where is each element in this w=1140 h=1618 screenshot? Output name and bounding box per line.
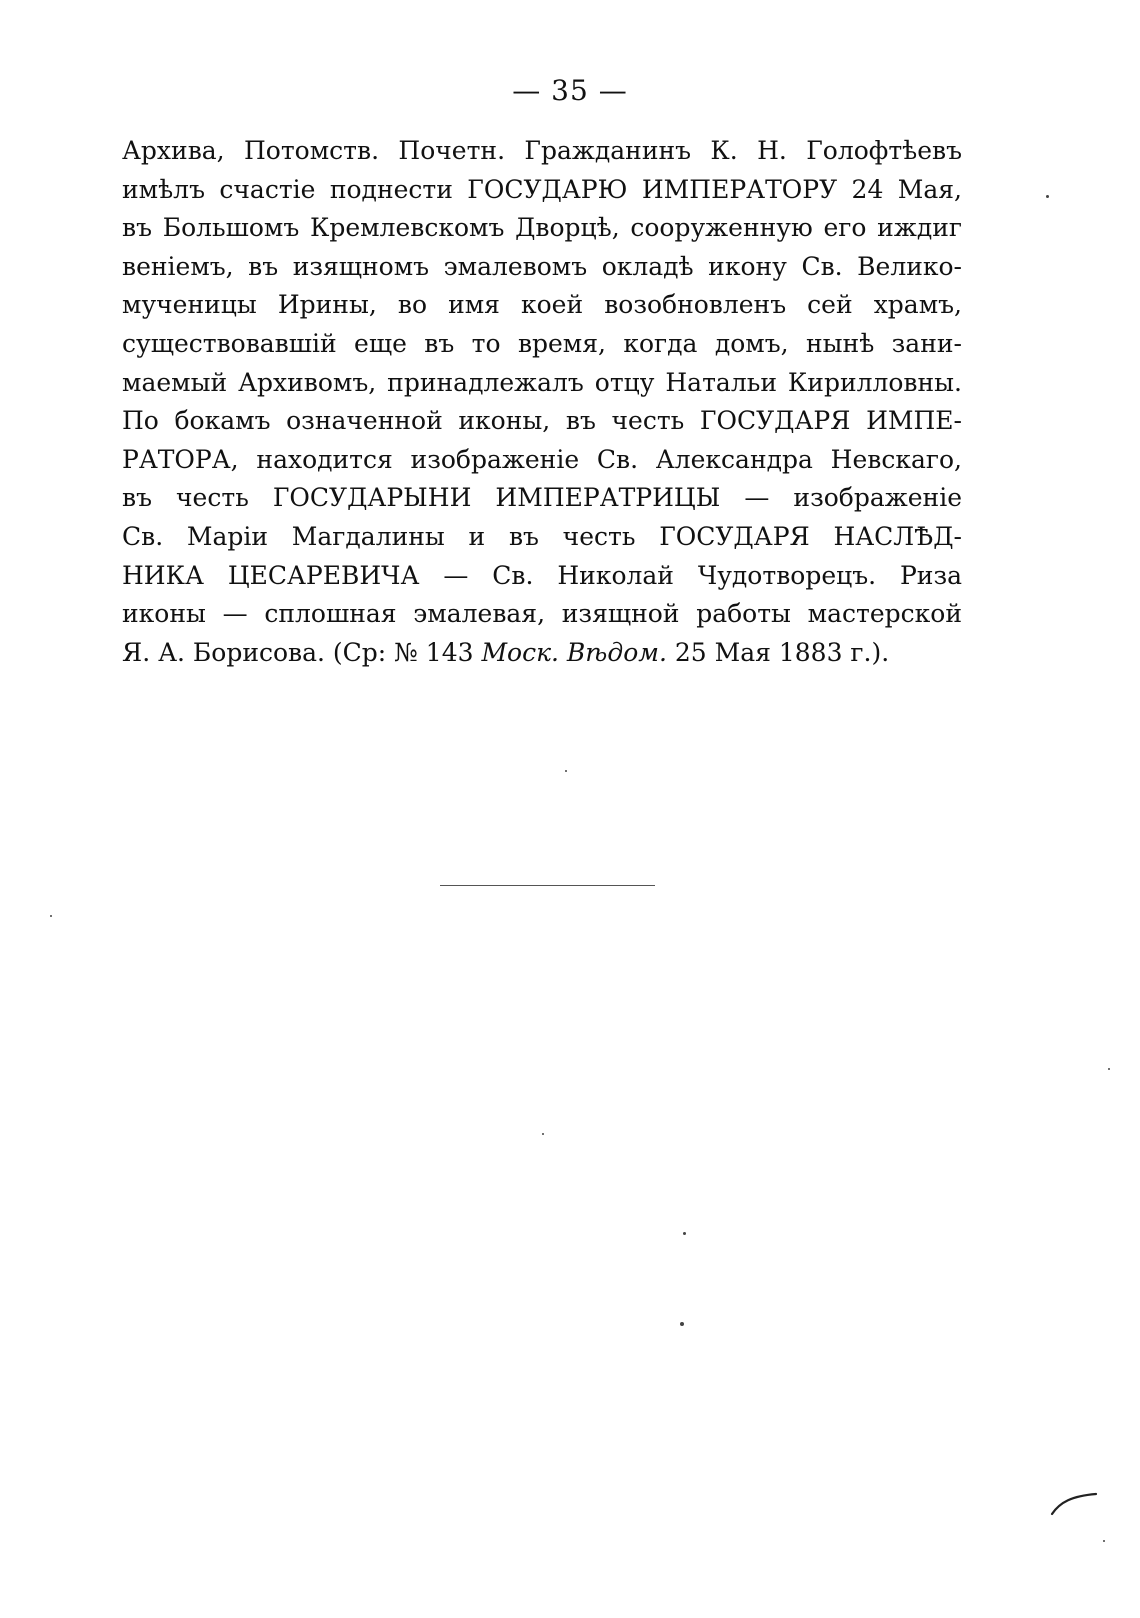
text-line-last bbox=[122, 634, 962, 673]
text-line: въ Большомъ Кремлевскомъ Дворцѣ, сооруженную его иждиг bbox=[122, 213, 962, 243]
body-text bbox=[122, 132, 962, 672]
citation-prefix: Я. А. Борисова. (Ср: № 143 bbox=[122, 637, 482, 667]
text-line: Св. Маріи Магдалины и въ честь ГОСУДАРЯ НАСЛѢД- bbox=[122, 521, 962, 551]
citation-suffix: 25 Мая 1883 г.). bbox=[666, 637, 890, 667]
scan-speck bbox=[565, 770, 567, 772]
scan-speck bbox=[542, 1133, 544, 1135]
scan-speck bbox=[680, 1322, 684, 1326]
text-line: веніемъ, въ изящномъ эмалевомъ окладѣ икону Св. Велико- bbox=[122, 251, 962, 281]
text-line: имѣлъ счастіе поднести ГОСУДАРЮ ИМПЕРАТОРУ 24 Мая, bbox=[122, 174, 962, 204]
text-line: По бокамъ означенной иконы, въ честь ГОСУДАРЯ ИМПЕ- bbox=[122, 406, 962, 436]
text-line: иконы — сплошная эмалевая, изящной работы мастерской bbox=[122, 599, 962, 629]
scan-speck bbox=[1046, 195, 1049, 198]
scan-speck bbox=[1108, 1068, 1110, 1070]
text-line: существовавшій еще въ то время, когда домъ, нынѣ зани- bbox=[122, 328, 962, 358]
text-line: въ честь ГОСУДАРЫНИ ИМПЕРАТРИЦЫ — изображеніе bbox=[122, 483, 962, 513]
section-separator bbox=[440, 885, 655, 886]
scan-speck bbox=[50, 915, 52, 917]
text-line: РАТОРА, находится изображеніе Св. Александра Невскаго, bbox=[122, 444, 962, 474]
pen-stroke-mark bbox=[1050, 1490, 1100, 1520]
page-number: — 35 — bbox=[512, 74, 628, 107]
text-line: мученицы Ирины, во имя коей возобновленъ сей храмъ, bbox=[122, 290, 962, 320]
newspaper-title: Моск. Вѣдом. bbox=[481, 637, 667, 667]
text-line: маемый Архивомъ, принадлежалъ отцу Натальи Кирилловны. bbox=[122, 367, 962, 397]
scan-speck bbox=[1103, 1540, 1105, 1542]
scan-speck bbox=[683, 1232, 686, 1235]
text-line: Архива, Потомств. Почетн. Гражданинъ К. Н. Голофтѣевъ bbox=[122, 136, 962, 165]
text-line: НИКА ЦЕСАРЕВИЧА — Св. Николай Чудотворецъ. Риза bbox=[122, 560, 962, 590]
